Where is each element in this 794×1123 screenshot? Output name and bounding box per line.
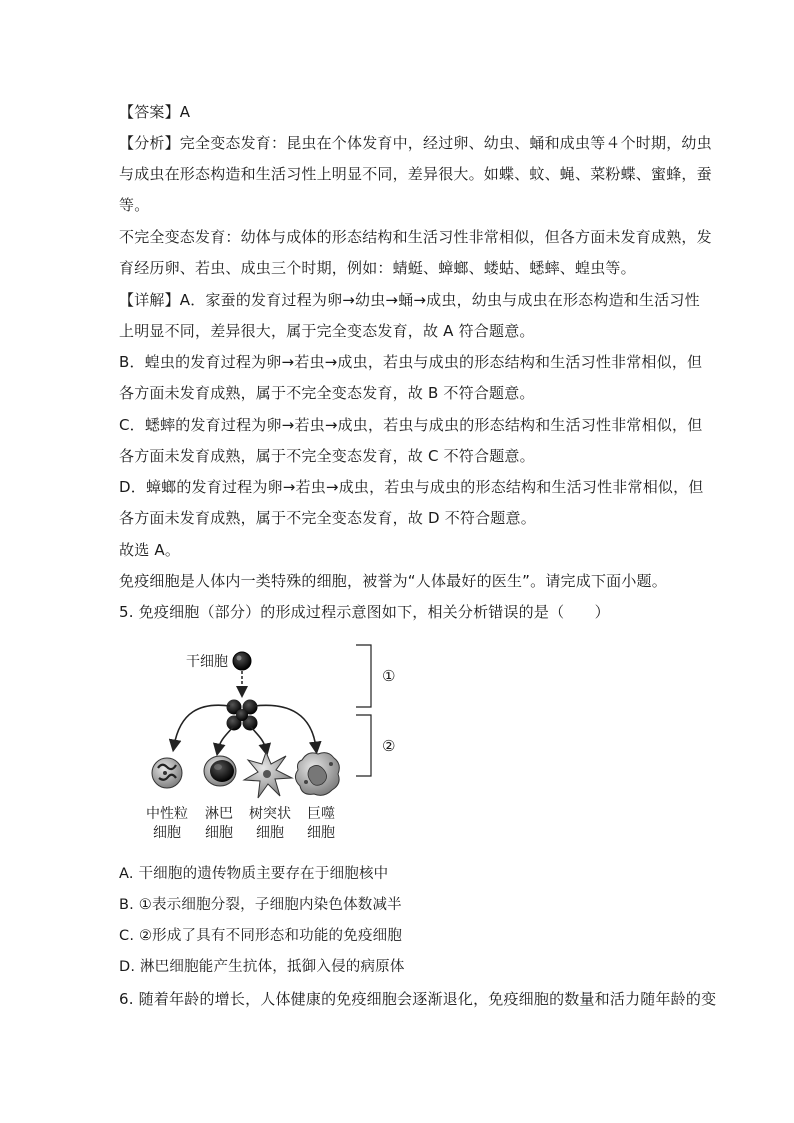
conclusion-line: 故选 A。 <box>119 541 181 559</box>
dendritic-label-2: 细胞 <box>256 825 284 841</box>
stem-cell-label: 干细胞 <box>186 654 228 670</box>
detail-line-1: 【详解】A．家蚕的发育过程为卵→幼虫→蛹→成虫，幼虫与成虫在形态构造和生活习性 <box>119 291 700 309</box>
analysis-line-4: 不完全变态发育：幼体与成体的形态结构和生活习性非常相似，但各方面未发育成熟，发 <box>119 228 712 246</box>
macrophage-label-1: 巨噬 <box>307 806 335 822</box>
detail-line-6: 各方面未发育成熟，属于不完全变态发育，故 C 不符合题意。 <box>119 447 535 465</box>
option-b: B. ①表示细胞分裂，子细胞内染色体数减半 <box>119 897 402 913</box>
neutrophil-icon <box>152 758 182 788</box>
detail-line-8: 各方面未发育成熟，属于不完全变态发育，故 D 不符合题意。 <box>119 509 536 527</box>
detail-line-5: C．蟋蟀的发育过程为卵→若虫→成虫，若虫与成虫的形态结构和生活习性非常相似，但 <box>119 416 703 434</box>
dividing-cells-icon <box>227 700 258 731</box>
bracket-1-label: ① <box>382 667 396 685</box>
question-6-stem: 6. 随着年龄的增长，人体健康的免疫细胞会逐渐退化，免疫细胞的数量和活力随年龄的变 <box>119 990 717 1008</box>
arrow-to-dendritic <box>250 726 266 750</box>
analysis-line-1: 【分析】完全变态发育：昆虫在个体发育中，经过卵、幼虫、蛹和成虫等４个时期，幼虫 <box>119 134 712 152</box>
question-5-stem: 5. 免疫细胞（部分）的形成过程示意图如下，相关分析错误的是（ ） <box>119 603 610 621</box>
lymphocyte-label-1: 淋巴 <box>205 806 233 822</box>
detail-line-3: B．蝗虫的发育过程为卵→若虫→成虫，若虫与成虫的形态结构和生活习性非常相似，但 <box>119 353 703 371</box>
lymphocyte-label-2: 细胞 <box>205 825 233 841</box>
detail-line-7: D．蟑螂的发育过程为卵→若虫→成虫，若虫与成虫的形态结构和生活习性非常相似，但 <box>119 478 704 496</box>
option-a: A. 干细胞的遗传物质主要存在于细胞核中 <box>119 866 389 882</box>
intro-line: 免疫细胞是人体内一类特殊的细胞，被誉为“人体最好的医生”。请完成下面小题。 <box>119 572 667 590</box>
stem-cell-icon <box>233 652 251 670</box>
detail-line-2: 上明显不同，差异很大，属于完全变态发育，故 A 符合题意。 <box>119 322 535 340</box>
neutrophil-label-1: 中性粒 <box>146 806 188 822</box>
bracket-1 <box>356 645 371 707</box>
arrow-to-lymphocyte <box>218 726 234 750</box>
analysis-line-5: 育经历卵、若虫、成虫三个时期，例如：蜻蜓、蟑螂、蝼蛄、蟋蟀、蝗虫等。 <box>119 259 636 277</box>
option-d: D. 淋巴细胞能产生抗体，抵御入侵的病原体 <box>119 959 405 975</box>
macrophage-label-2: 细胞 <box>307 825 335 841</box>
analysis-line-3: 等。 <box>119 196 150 214</box>
lymphocyte-icon <box>204 756 236 786</box>
dendritic-cell-icon <box>244 752 292 798</box>
neutrophil-label-2: 细胞 <box>153 825 181 841</box>
dendritic-label-1: 树突状 <box>249 806 291 822</box>
bracket-2-label: ② <box>382 737 396 755</box>
macrophage-icon <box>295 753 339 796</box>
bracket-2 <box>356 715 371 776</box>
option-c: C. ②形成了具有不同形态和功能的免疫细胞 <box>119 928 403 944</box>
immune-cell-diagram <box>130 640 420 850</box>
analysis-line-2: 与成虫在形态构造和生活习性上明显不同，差异很大。如蝶、蚊、蝇、菜粉蝶、蜜蜂，蚕 <box>119 165 712 183</box>
answer-line: 【答案】A <box>119 103 191 121</box>
detail-line-4: 各方面未发育成熟，属于不完全变态发育，故 B 不符合题意。 <box>119 384 535 402</box>
